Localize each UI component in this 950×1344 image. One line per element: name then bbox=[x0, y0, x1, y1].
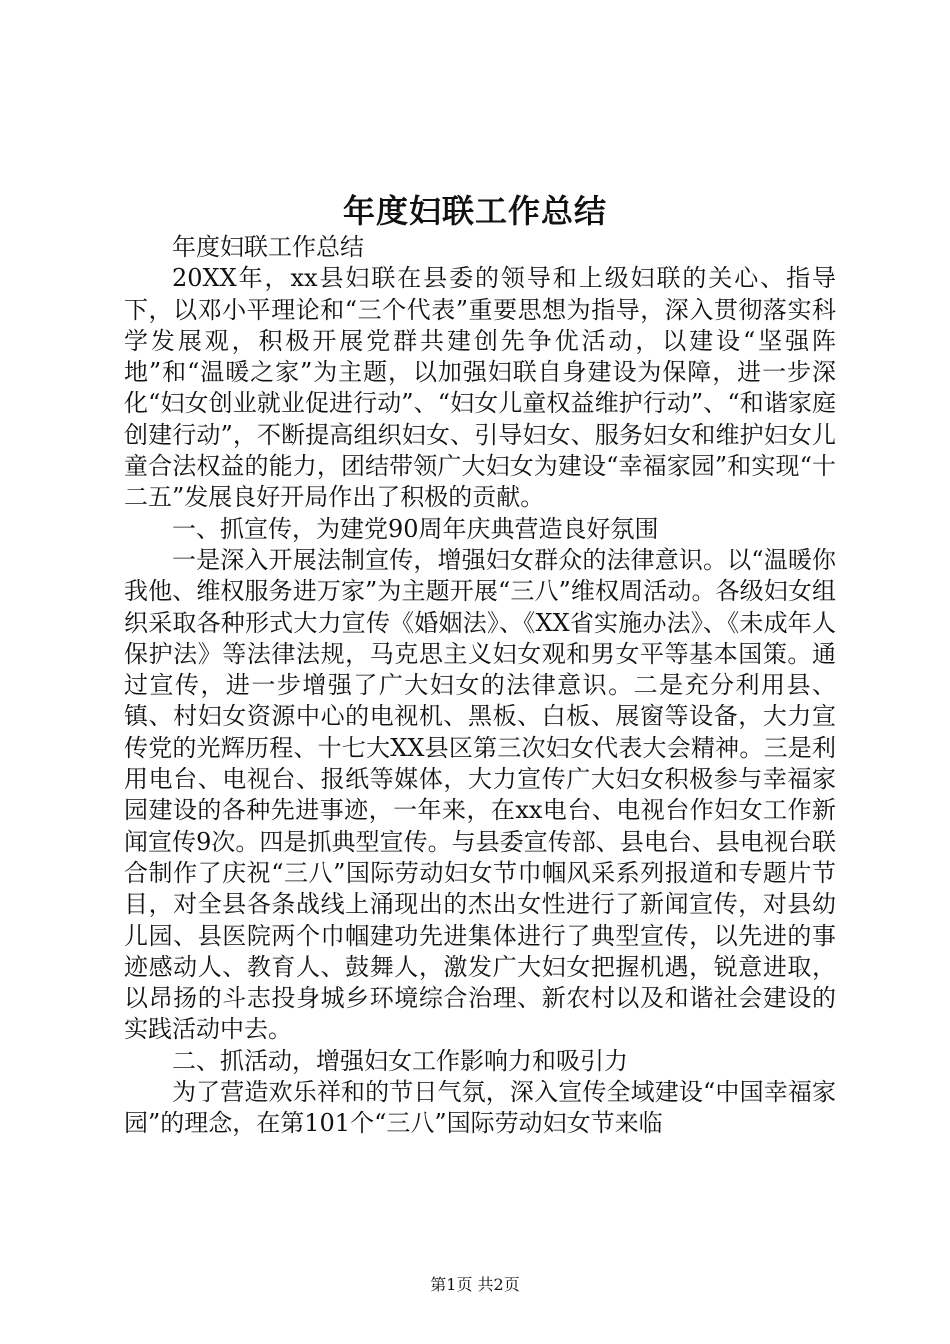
document-title: 年度妇联工作总结 bbox=[342, 192, 607, 230]
intro-paragraph: 20XX年，xx县妇联在县委的领导和上级妇联的关心、指导下，以邓小平理论和“三个代表”重要思想为指导，深入贯彻落实科学发展观，积极开展党群共建创先争优活动，以建设“坚强阵地”和“温暖之家”为主题，以加强妇联自身建设为保障，进一步深化“妇女创业就业促进行动”、“妇女儿童权益维护行动”、“和谐家庭创建行动”，不断提高组织妇女、引导妇女、服务妇女和维护妇女儿童合法权益的能力，团结带领广大妇女为建设“幸福家园”和实现“十二五”发展良好开局作出了积极的贡献。 bbox=[124, 264, 836, 512]
section-heading-1: 一、抓宣传，为建党90周年庆典营造良好氛围 bbox=[172, 514, 659, 543]
document-body bbox=[124, 232, 836, 1140]
section-1-paragraph: 一是深入开展法制宣传，增强妇女群众的法律意识。以“温暖你我他、维权服务进万家”为主题开展“三八”维权周活动。各级妇女组织采取各种形式大力宣传《婚姻法》、《XX省实施办法》、《未成年人保护法》等法律法规，马克思主义妇女观和男女平等基本国策。通过宣传，进一步增强了广大妇女的法律意识。二是充分利用县、镇、村妇女资源中心的电视机、黑板、白板、展窗等设备，大力宣传党的光辉历程、十七大XX县区第三次妇女代表大会精神。三是利用电台、电视台、报纸等媒体，大力宣传广大妇女积极参与幸福家园建设的各种先进事迹，一年来，在xx电台、电视台作妇女工作新闻宣传9次。四是抓典型宣传。与县委宣传部、县电台、县电视台联合制作了庆祝“三八”国际劳动妇女节巾帼风采系列报道和专题片节目，对全县各条战线上涌现出的杰出女性进行了新闻宣传，对县幼儿园、县医院两个巾帼建功先进集体进行了典型宣传，以先进的事迹感动人、教育人、鼓舞人，激发广大妇女把握机遇，锐意进取，以昂扬的斗志投身城乡环境综合治理、新农村以及和谐社会建设的实践活动中去。 bbox=[124, 545, 836, 1044]
subtitle-paragraph: 年度妇联工作总结 bbox=[172, 233, 364, 261]
section-2-paragraph: 为了营造欢乐祥和的节日气氛，深入宣传全域建设“中国幸福家园”的理念，在第101个“三八”国际劳动妇女节来临 bbox=[124, 1078, 836, 1138]
page-footer: 第1页 共2页 bbox=[430, 1275, 520, 1294]
section-heading-2: 二、抓活动，增强妇女工作影响力和吸引力 bbox=[172, 1046, 628, 1075]
